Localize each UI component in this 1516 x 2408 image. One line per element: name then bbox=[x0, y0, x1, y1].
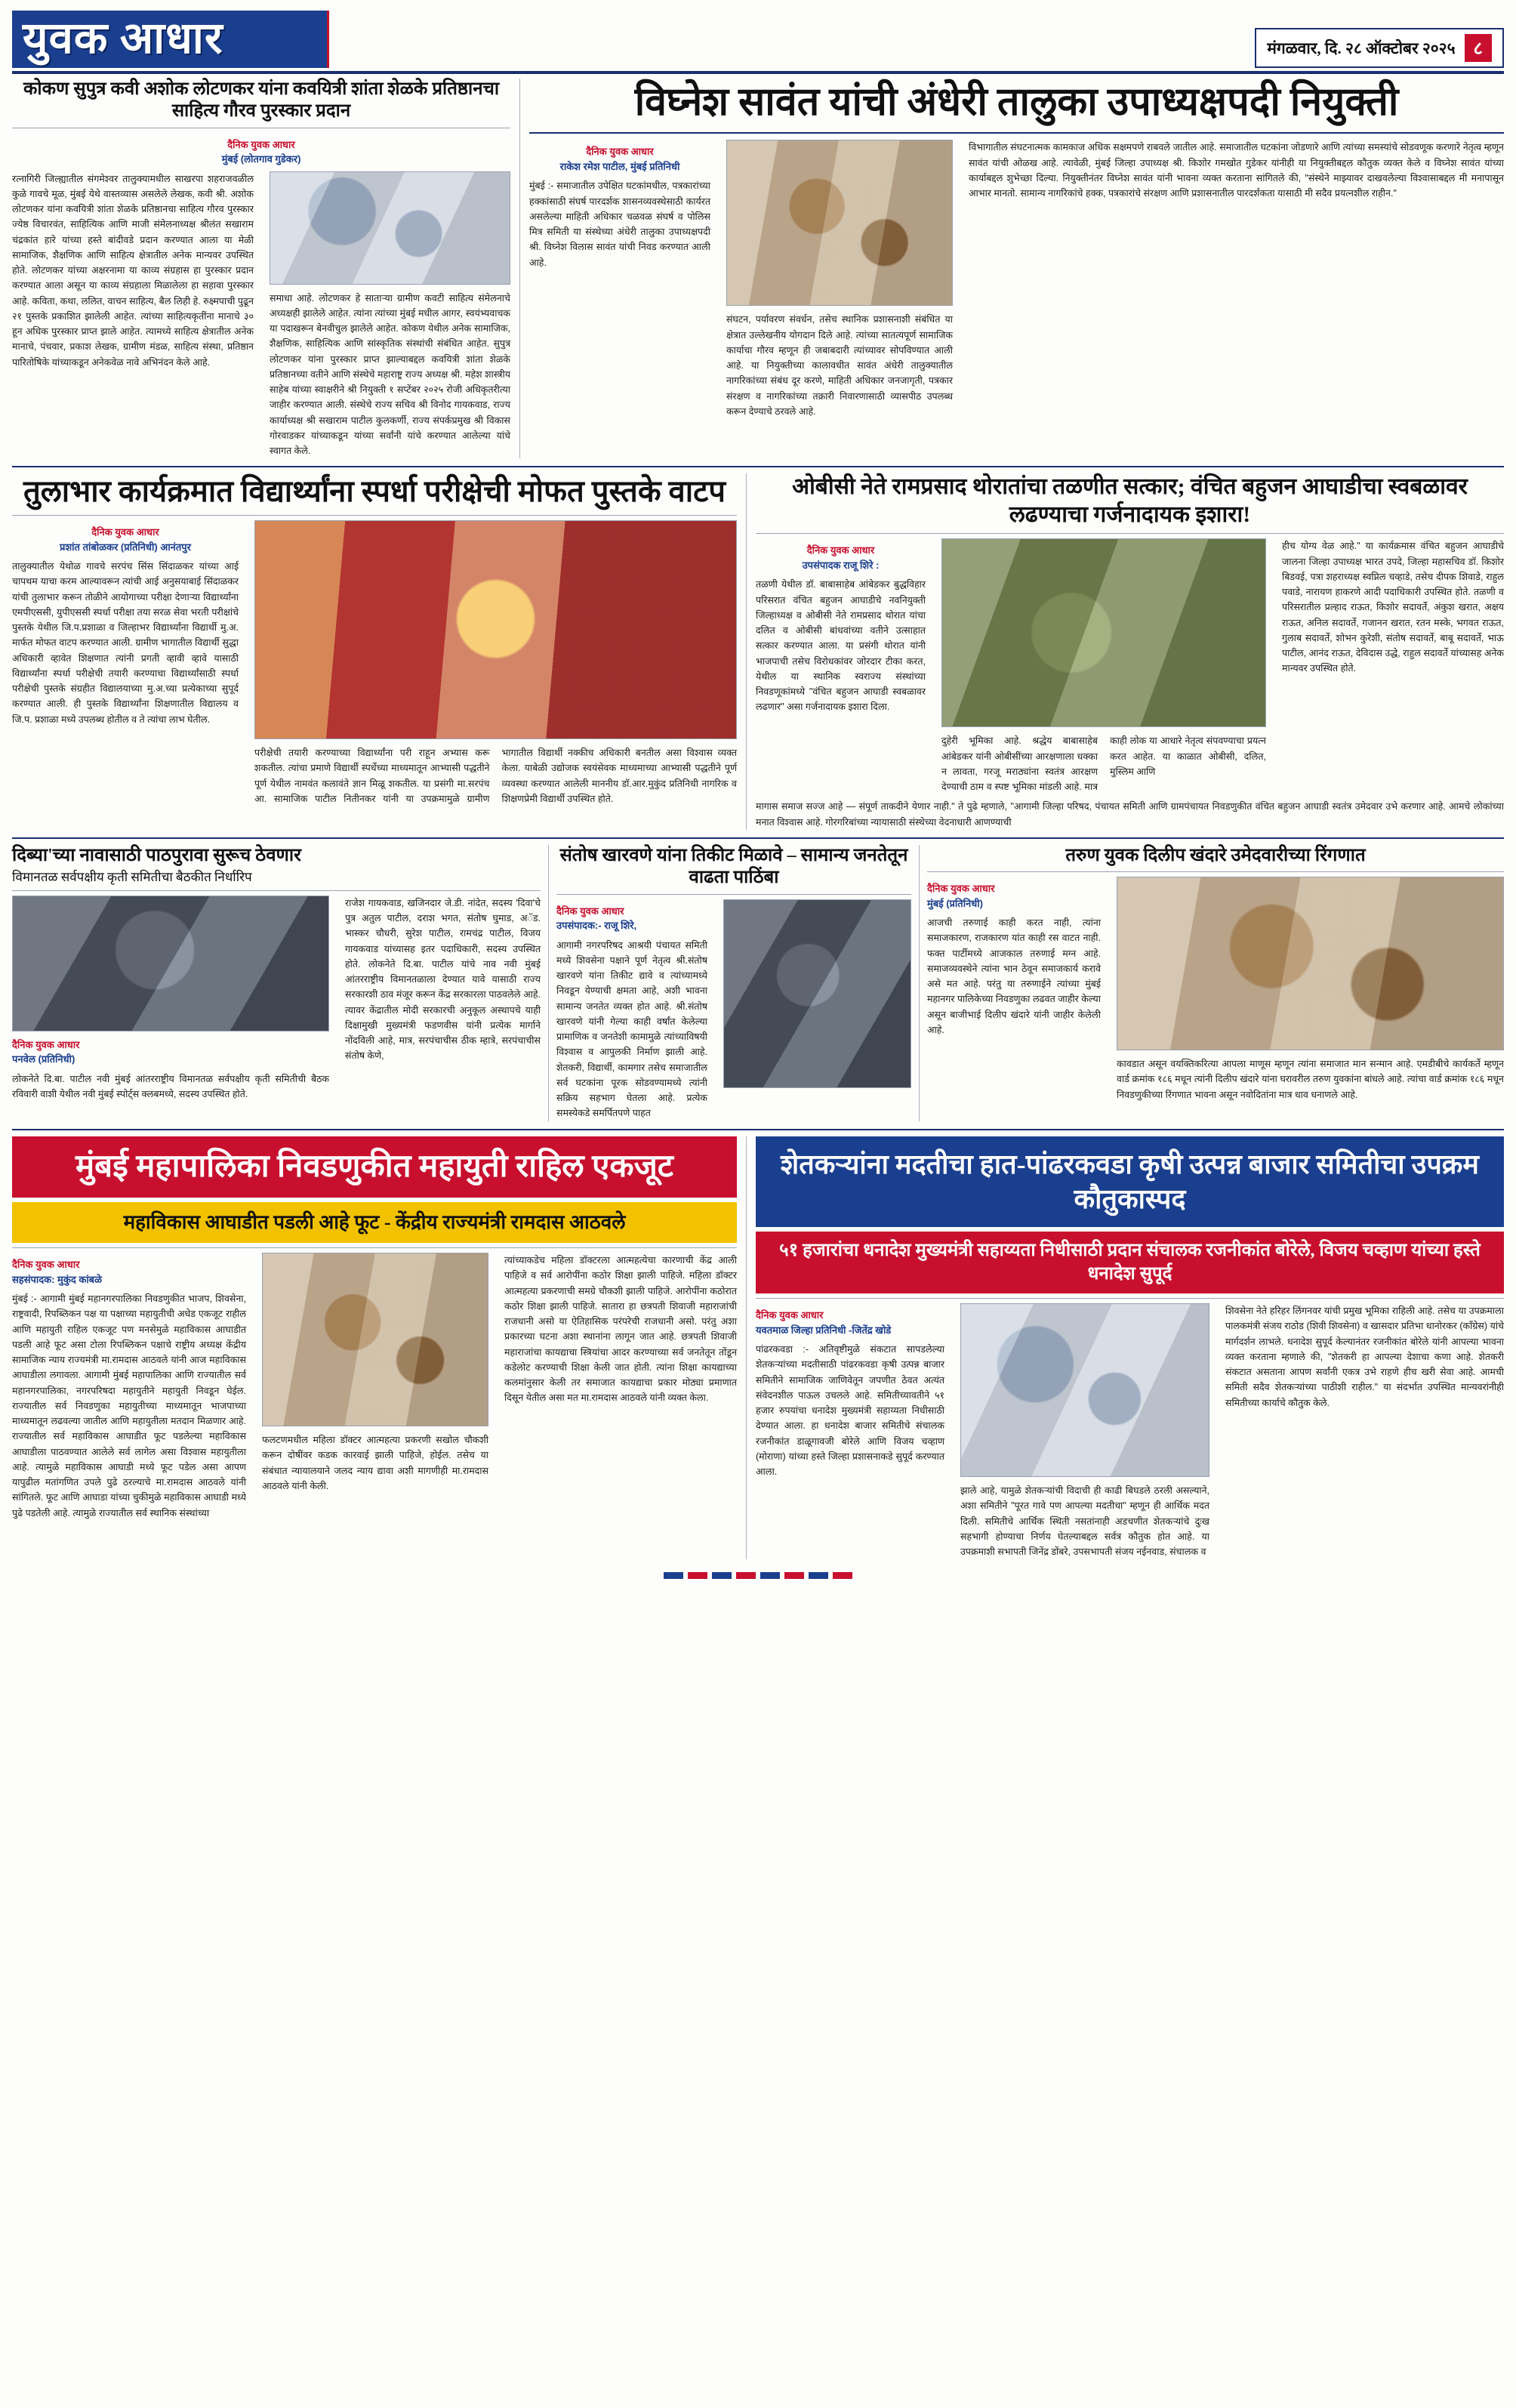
story-headline-khandare: तरुण युवक दिलीप खंदारे उमेदवारीच्या रिंगणात bbox=[1065, 845, 1366, 865]
byline-brand: दैनिक युवक आधार bbox=[556, 905, 624, 917]
cheque-handover-photo bbox=[960, 1303, 1209, 1477]
story-savant bbox=[529, 79, 1504, 458]
byline-block bbox=[756, 1308, 944, 1337]
story-headline-diba: दिब्या'च्या नावासाठी पाठपुरावा सुरूच ठेवणार bbox=[12, 845, 301, 865]
banner-headline-shetkari: शेतकऱ्यांना मदतीचा हात-पांढरकवडा कृषी उत्पन्न बाजार समितीचा उपक्रम कौतुकास्पद bbox=[756, 1136, 1504, 1227]
story-body-col2: दुहेरी भूमिका आहे. श्रद्धेय बाबासाहेब आंबेडकर यांनी ओबीसींच्या आरक्षणाला धक्का न लावता, गरजू मराठ्यांना स्वतंत्र आरक्षण देण्याची ठाम व स्पष्ट भूमिका मांडली आहे. मात्र काही लोक या आधारे नेतृत्व संपवण्याचा प्रयत्न करत आहेत. या काळात ओबीसी, दलित, मुस्लिम आणि bbox=[941, 735, 1266, 793]
byline-brand: दैनिक युवक आधार bbox=[756, 1309, 824, 1321]
story-body-col3: शिवसेना नेते हरिहर लिंगनवर यांची प्रमुख भूमिका राहिली आहे. तसेच या उपक्रमाला पालकमंत्री संजय राठोड (शिवी शिवसेना) व खासदार प्रतिभा धानोरकर (काँग्रेस) यांचे मार्गदर्शन लाभले. धनादेश सुपूर्द केल्यानंतर रजनीकांत बोरेले यांनी आपल्या भावना व्यक्त करताना म्हणाले की, "शेतकरी हा आपल्या देशाचा कणा आहे. शेतकरी संकटात असताना आपण सर्वांनी एकत्र उभे राहणे हीच खरी सेवा आहे. आमची समिती सदैव शेतकऱ्यांच्या पाठीशी राहील." या संदर्भात उपस्थित मान्यवरांनीही समितीच्या कार्याचे कौतुक केले. bbox=[1225, 1306, 1504, 1408]
story-body-col2: परीक्षेची तयारी करण्याच्या विद्यार्थ्यांना परी राहून अभ्यास करू शकतील. त्यांचा प्रमाणे विद्यार्थी स्पर्धेच्या माध्यमातून आभ्यासी पद्धतीने पूर्ण येथील नामवंत कलावंते ज्ञान मिळू शकतील. या प्रसंगी मा.सरपंच आ. सामाजिक पाटील नितीनकर यांनी या उपक्रमामुळे ग्रामीण भागातील विद्यार्थी नक्कीच अधिकारी बनतील असा विश्वास व्यक्त केला. याबेळी उद्योजक स्वयंसेवक माध्यमाच्या आभ्यासी पद्धतीने पूर्ण व्यवस्था करण्यात आलेली माननीय डॉ.आर.मुकुंद प्रतिनिधी नागरिक व शिक्षणप्रेमी विद्यार्थी उपस्थित होते. bbox=[254, 748, 737, 804]
story-shetkari-col1 bbox=[756, 1303, 944, 1479]
story-body-col2: त्यांच्याकडेच महिला डॉक्टरला आत्महत्येचा कारणाची केंद्र आली पाहिजे व सर्व आरोपींना कठोर शिक्षा झाली पाहिजे. महिला डॉक्टर आत्महत्या प्रकरणाची समग्रे चौकशी झाली पाहिजे. आरोपींना कठोरात कठोर शिक्षा झाली पाहिजे. सातारा हा छत्रपती शिवाजी महाराजांची राजधानी असो या ऐतिहासिक परंपरेची राजधानी असो. परंतु अशा प्रकारच्या घटना अशा स्थानांना लागून जात आहे. छत्रपती शिवाजी महाराजांचा कायद्याचा स्त्रियांचा आदर करण्याच्या सर्व जनतेतून तोंडून कडेलोट करण्याची शिक्षा केली जात होती. त्यांना शिक्षा कायद्याच्या कलमांनुसार केली तर समाजात कायद्याचा प्रकार मोठ्या प्रमाणात दिसून येतील असा मत मा.रामदास आठवले यांनी व्यक्त केला. bbox=[504, 1255, 737, 1404]
story-body-col2: झाले आहे, यामुळे शेतकऱ्यांची विदाची ही काढी बिघडले ठरली असल्याने, अशा समितीने "पूरत गावे पण आपल्या मदतीचा" म्हणून ही आर्थिक मदत दिली. समितीचे आर्थिक स्थिती नसतांनाही अडचणीत शेतकऱ्यांचे दुःख सहभागी होण्याचा निर्णय घेतल्याबद्दल सर्वत्र कौतुक होत आहे. या उपक्रमाशी सभापती जिनेंद्र डोंबरे, उपसभापती संजय नईनवाड, संचालक व bbox=[960, 1485, 1209, 1558]
story-shetkari-photo-col bbox=[960, 1303, 1209, 1559]
felicitation-ceremony-photo bbox=[270, 171, 510, 285]
obc-leader-felicitation-photo bbox=[941, 538, 1266, 727]
story-diba-left bbox=[12, 896, 329, 1102]
story-kharvane-photo-col bbox=[723, 899, 911, 1088]
story-tulabhar-col1 bbox=[12, 520, 239, 727]
story-obc-col4 bbox=[1282, 538, 1504, 676]
story-body-col2: कावडात असून वयक्तिकरित्या आपला माणूस म्हणून त्यांना समाजात मान सन्मान आहे. एमडीबीचे कार्यकर्ते म्हणून वार्ड क्रमांक १८६ मधून त्यांनी दिलीप खंदारे यांना घरावरील तरुण युवकांना बांधले आहे. त्यांचा वार्ड क्रमांक १८६ मधून निवडणुकीच्या रिंगणात भावना असून नवोदितांना मात्र धाव धनाणले आहे. bbox=[1117, 1059, 1504, 1100]
story-khandare bbox=[927, 845, 1504, 1121]
story-body-col1: मुंबई :- समाजातील उपेक्षित घटकांमधील, पत्रकारांच्या हक्कांसाठी संघर्ष पारदर्शक शासनव्यवस्थेसाठी कार्यरत असलेल्या माहिती अधिकार चळवळ संघर्ष व पोलिस मित्र समिती या संस्थेच्या अंधेरी तालुका उपाध्यक्षपदी श्री. विघ्नेश विलास सावंत यांची निवड करण्यात आली आहे. bbox=[529, 180, 710, 268]
subbanner-mahayuti: महाविकास आघाडीत पडली आहे फूट - केंद्रीय राज्यमंत्री रामदास आठवले bbox=[12, 1202, 737, 1243]
story-mahayuti-col2 bbox=[504, 1253, 737, 1406]
story-body-col3: विभागातील संघटनात्मक कामकाज अधिक सक्षमपणे राबवले जातील आहे. समाजातील घटकांना जोडणारे आणि त्यांच्या समस्यांचे सोडवणूक करणारे नेतृत्व म्हणून सावंत यांची ओळख आहे. त्यावेळी, मुंबई जिल्हा उपाध्यक्ष श्री. किशोर गमखोत गुडेकर यांनीही या नियुक्तीबद्दल कौतुक व्यक्त केले व विघ्नेश सावंत यांच्या कार्याबद्दल शुभेच्छा दिल्या. नियुक्तीनंतर विघ्नेश सावंत यांनी भावना व्यक्त करताना सांगितले की, "संस्थेने माझ्यावर दाखवलेल्या विश्वासाबद्दल मी मनापासून आभार मानतो. सामान्य नागरिकांचे हक्क, पत्रकारांचे संरक्षण आणि प्रशासनातील पारदर्शकता यासाठी मी सदैव प्रयत्नशील राहीन." bbox=[969, 142, 1504, 199]
story-tulabhar-photo-col bbox=[254, 520, 737, 806]
section-headline-tulabhar: तुलाभार कार्यक्रमात विद्यार्थ्यांना स्पर्धा परीक्षेची मोफत पुस्तके वाटप bbox=[23, 474, 726, 509]
story-mahayuti-col1 bbox=[12, 1253, 246, 1521]
newspaper-logo bbox=[12, 11, 329, 68]
byline-brand: दैनिक युवक आधार bbox=[227, 138, 295, 150]
date-strip bbox=[1255, 28, 1504, 68]
story-body-col1: तळणी येथील डॉ. बाबासाहेब आंबेडकर बुद्धविहार परिसरात वंचित बहुजन आघाडीचे नवनियुक्ती जिल्हाध्यक्ष व ओबीसी नेते रामप्रसाद थोरात यांचा दलित व ओबीसी बांधवांच्या वतीने उत्साहात सत्कार करण्यात आला. या प्रसंगी थोरात यांनी भाजपाची तसेच विरोधकांवर जोरदार टीका करत, येथील या स्थानिक स्वराज्य संस्थांच्या निवडणूकांमध्ये "वंचित बहुजन आघाडी स्वबळावर लढणार" असा गर्जनादायक इशारा दिला. bbox=[756, 579, 926, 713]
lead-headline: विघ्नेश सावंत यांची अंधेरी तालुका उपाध्यक्षपदी नियुक्ती bbox=[634, 81, 1399, 124]
story-body-col4: हीच योग्य वेळ आहे." या कार्यक्रमास वंचित बहुजन आघाडीचे जालना जिल्हा उपाध्यक्ष भारत उपदे, जिल्हा महासचिव डॉ. किशोर बिडवई, पत्रा शहराध्यक्ष स्वप्निल चव्हाडे, तसेच दीपक शिवाडे, राहुल पवाडे, नारायण हाकरणे आदी पदाधिकारी उपस्थित होते. तळणी व परिसरातील प्रल्हाद राऊत, किशोर सदावर्ते, अंकुश खरात, अक्षय राऊत, अनिल सदावर्ते, गजानन खरात, रतन मस्के, भगवत राऊत, गुलाब सदावर्ते, शोभन कुरेशी, संतोष सदावर्ते, बाबू सदावर्ते, भाऊ पाटील, आनंद राऊत, देविदास उद्धे, राहुल सदावर्ते यांच्यासह अनेक मान्यवर उपस्थित होते. bbox=[1282, 541, 1504, 674]
story-obc-photo-col bbox=[941, 538, 1266, 794]
story-body-col1: मुंबई :- आगामी मुंबई महानगरपालिका निवडणुकीत भाजप, शिवसेना, राष्ट्रवादी, रिपब्लिकन पक्ष या पक्षाच्या महायुतीची अधेड एकजूट राहील आणि महायुती राहिल एकजूट पण मनसेमुळे महाविकास आघाडीत पडली आहे फूट असा टोला रिपब्लिकन पक्षाचे राष्ट्रीय अध्यक्ष केंद्रीय सामाजिक न्याय राज्यमंत्री मा.रामदास आठवले यांनी आज महाविकास आघाडीला लगावला. आगामी मुंबई महापालिका आणि राज्यातील सर्व महानगरपालिका, नगरपरिषदा महायुतीने महायुती निवडून घेईल. राज्यातील सर्व निवडणुका महायुतीच्या माध्यमातून भाजपाच्या माध्यमातून लढवल्या जातील आणि महायुतीला मतदान मिळणार आहे. राज्यातील सर्व महाविकास आघाडीत फूट पडलेल्या महाविकास आघाडीला पाठवण्यात आलेले सर्व लागेल असा विश्वास महायुतीला आहे. त्यामुळे महाविकास आघाडी मध्ये फूट पडेल असा आपण यापुढील मतांगणित उपले पुढे ठरल्याचे मा.रामदास आठवले यांनी सांगितले. फूट आणि आघाडा यांच्या चुकीमुळे महाविकास आघाडी मध्ये पुढे पडतेली आहे. त्यामुळे राज्यातील सर्व स्थानिक संस्थांच्या bbox=[12, 1293, 246, 1518]
byline-brand: दैनिक युवक आधार bbox=[91, 526, 159, 538]
byline-block bbox=[12, 137, 510, 167]
committee-meeting-photo bbox=[12, 896, 329, 1031]
story-khandare-col1 bbox=[927, 877, 1101, 1038]
byline-block bbox=[927, 881, 1101, 911]
ramdas-athawale-portrait-photo bbox=[262, 1253, 488, 1426]
award-presentation-photo bbox=[726, 140, 953, 306]
story-headline-kharvane: संतोष खारवणे यांना तिकीट मिळावे – सामान्य जनतेतून वाढता पाठिंबा bbox=[559, 845, 908, 888]
story-diba-right bbox=[345, 896, 541, 1064]
byline-brand: दैनिक युवक आधार bbox=[806, 544, 875, 557]
story-body-col1: पांढरकवडा :- अतिवृष्टीमुळे संकटात सापडलेल्या शेतकऱ्यांच्या मदतीसाठी पांढरकवडा कृषी उत्पन्न बाजार समितीने सामाजिक जाणिवेतून जपणीत ठेवत अत्यंत संवेदनशील पाऊल उचलले आहे. समितीच्यावतीने ५१ हजार रुपयांचा धनादेश मुख्यमंत्री सहाय्यता निधीसाठी देण्यात आला. हा धनादेश बाजार समितीचे संचालक रजनीकांत डाळूगावजी बोरेले आणि विजय चव्हाण (मोराणा) यांच्या हस्ते जिल्हा प्रशासनाकडे सुपूर्द करण्यात आला. bbox=[756, 1344, 944, 1478]
middle-section bbox=[12, 473, 1504, 830]
byline-reporter: पनवेल (प्रतिनिधी) bbox=[12, 1053, 75, 1065]
story-lotankar-col1 bbox=[12, 171, 254, 370]
bottom-section bbox=[12, 1136, 1504, 1560]
top-section bbox=[12, 79, 1504, 458]
story-body-col1: आजची तरुणाई काही करत नाही, त्यांना समाजकारण, राजकारण यांत काही रस वाटत नाही. फक्त पार्टीमध्ये आजकाल तरुणाई मग्न आहे. समाजव्यवस्थेने त्यांना भान ठेवून समाजकार्य करावे असे मत आहे. परंतु या तरुणाईने त्यांच्या मुंबई महानगर पालिकेच्या निवडणुका लढवत जाहीर केल्या असून बाजीभाई दिलीप खंदारे यांनी जाहीर केलेली आहे. bbox=[927, 917, 1101, 1035]
story-body-col1: आगामी नगरपरिषद आश्रयी पंचायत समिती मध्ये शिवसेना पक्षाने पूर्ण नेतृत्व श्री.संतोष खारवणे यांना तिकीट द्यावे व त्यांच्यामध्ये निवडून येण्याची क्षमता आहे, अशी भावना सामान्य जनतेत व्यक्त होत आहे. श्री.संतोष खारवणे यांनी गेल्या काही वर्षांत केलेल्या प्रामाणिक व जनतेशी कामामुळे त्यांच्याविषयी विश्वास व आपुलकी निर्माण झाली आहे. शेतकरी, विद्यार्थी, कामगार तसेच समाजातील सर्व घटकांना पूरक सोडवण्यामध्ये त्यांनी सक्रिय सहभाग घेतला आहे. प्रत्येक समस्येकडे समर्पितपणे पाहत bbox=[556, 939, 707, 1119]
banner-headline-mahayuti: मुंबई महापालिका निवडणुकीत महायुती राहिल एकजूट bbox=[12, 1136, 737, 1198]
story-body-col3: मागास समाज सज्ज आहे — संपूर्ण ताकदीने येणार नाही." ते पुढे म्हणाले, "आगामी जिल्हा परिषद, पंचायत समिती आणि ग्रामपंचायत निवडणुकीत वंचित बहुजन आघाडी स्वतंत्र उमेदवार उभे करणार आहे. आमचे लोकांच्या मनात विश्वास आहे. गोरगरिबांच्या न्यायासाठी संस्थेच्या वेदनाधारी आणण्याची bbox=[756, 801, 1504, 828]
story-subhead-diba: विमानतळ सर्वपक्षीय कृती समितीचा बैठकीत निर्धारिप bbox=[12, 870, 252, 885]
byline-reporter: उपसंपादक:- राजू शिरे, bbox=[556, 920, 637, 931]
byline-reporter: सहसंपादक: मुकुंद कांबळे bbox=[12, 1273, 102, 1285]
byline-reporter: मुंबई (लोतगाव गुडेकर) bbox=[221, 153, 301, 165]
candidate-portrait-photo bbox=[723, 899, 911, 1088]
masthead-spacer bbox=[329, 11, 1255, 68]
story-lotankar-col2 bbox=[270, 171, 510, 459]
masthead bbox=[12, 11, 1504, 74]
story-body-col2: संघटन, पर्यावरण संवर्धन, तसेच स्थानिक प्रशासनाशी संबंधित या क्षेत्रात उल्लेखनीय योगदान दिले आहे. त्यांच्या सातत्यपूर्ण सामाजिक कार्याचा गौरव म्हणून ही जबाबदारी त्यांच्यावर सोपविण्यात आली आहे. या नियुक्तीच्या कालावधीत सावंत अंधेरी तालुक्यातील नागरिकांच्या संबंध दूर करणे, माहिती अधिकार जनजागृती, पत्रकार संरक्षण व नागरिकांच्या तक्रारी निवारणासाठी व्यासपीठ उपलब्ध करून देण्याचे ठरवले आहे. bbox=[726, 314, 953, 417]
story-shetkari-col3 bbox=[1225, 1303, 1504, 1411]
tulabhar-program-photo bbox=[254, 520, 737, 739]
story-body-1: रत्नागिरी जिल्ह्यातील संगमेश्वर तालुक्यामधील साखरपा शहराजवळील कुळे गावचे मूळ, मुंबई येथे वास्तव्यास असलेले लेखक, कवी श्री. अशोक लोटणकर यांना कवयित्री शांता शेळके प्रतिष्ठानचा साहित्य गौरव पुरस्कार ज्येष्ठ विचारवंत, साहित्यिक आणि माजी संमेलनाध्यक्ष श्रीलंत सखाराम चंद्रकांत हारे यांच्या हस्ते बांदीवडे प्रदान करण्यात आला या मेळी सामाजिक, शैक्षणिक आणि साहित्य क्षेत्रातील अनेक मान्यवर उपस्थित होते. लोटणकर यांच्या अक्षरनामा या काव्य संग्रहास हा पुरस्कार प्रदान करण्यात आला असून या काव्य संग्रहाला मिळालेला हा सहावा पुरस्कार आहे. कविता, कथा, ललित, वाचन साहित्य, बैल लिही हे. रुक्ष्मपाची पुढून २१ पुस्तके प्रकाशित झालेली आहेत. त्यांच्या साहित्यकृतींना मानाचे ३० हून अधिक पुरस्कार प्राप्त झाले आहेत. त्यामध्ये साहित्य क्षेत्रातील अनेक मानाचे, पंचवार, प्रकाश लेखक, ग्रामीण मंडळ, साहित्य संस्था, प्रतिष्ठान पारितोषिके यांच्याकडून अनेकवेळ नावे अभिनंदन केले आहे. bbox=[12, 173, 254, 368]
story-lotankar bbox=[12, 79, 510, 458]
story-body-col1: तालुक्यातील येथोळ गावचे सरपंच सिंस सिंदाळकर यांच्या आई चापथम याचा करम आल्यावरून त्यांची आई अनुसयाबाई सिंदाळकर यांची तुलाभार करून तोळीने आयोगाच्या परीक्षा देणाऱ्या विद्यार्थ्यांना एमपीएससी, युपीएससी स्पर्धा परीक्षा तया सरळ सेवा भरती परीक्षांचे पुस्तके येथील जि.प.प्रशाळा व जिल्हाभर विद्यार्थ्यांना विद्यार्थी मु.अ. मार्फत मोफत वाटप करण्यात आली. ग्रामीण भागातील विद्यार्थी सुद्धा अधिकारी व्हावेत शिक्षणात त्यांनी प्रगती व्हावी व्हावे यासाठी विद्यार्थ्यांना स्पर्धा परीक्षेची तयारी करण्याचा विद्यार्थ्यांसाठी स्पर्धा परीक्षेची पुस्तके संग्रहीत विद्यालयाच्या मु.अ.च्या प्रत्येकाच्या सुपूर्द करण्यात आली. ही पुस्तके विद्यार्थ्यांना शिक्षणातील विद्यालय व जि.प. प्रशाळा मध्ये उपलब्ध होतील व ते त्यांचा लाभ घेतील. bbox=[12, 561, 239, 725]
byline-block bbox=[556, 904, 707, 933]
byline-brand: दैनिक युवक आधार bbox=[927, 883, 995, 895]
byline-reporter: यवतमाळ जिल्हा प्रतिनिधी -जितेंद्र खोडे bbox=[756, 1324, 892, 1336]
byline-block bbox=[529, 144, 710, 174]
byline-block bbox=[12, 1257, 246, 1287]
byline-brand: दैनिक युवक आधार bbox=[586, 146, 654, 158]
issue-date: मंगळवार, दि. २८ ऑक्टोबर २०२५ bbox=[1267, 39, 1456, 57]
story-body-col2: राजेश गायकवाड, खजिनदार जे.डी. नांदेत, सदस्य 'दिवा'चे पुत्र अतुल पाटील, दराश भगत, संतोष घुमाड, अॅड. भास्कर चौधरी, सुरेश पाटील, रामचंद्र पाटील, विजय गायकवाड यांच्यासह इतर पदाधिकारी, सदस्य उपस्थित होते. लोकनेते दि.बा. पाटील यांचे नाव नवी मुंबई आंतरराष्ट्रीय विमानतळाला देण्यात यावे यासाठी राज्य सरकारशी ठाव मंजूर करून केंद्र सरकारला पाठवलेले आहे. त्यावर केंद्रातील मोदी सरकारची अनुकूल अस्थापचे याही दिक्षामुखी मुख्यमंत्री फडणवीस यांनी प्रत्येक मार्गाने नोंदविली आहे, मात्र, सरपंचाचीस ठीक म्हात्रे, सरपंचाचीस संतोष केणे, bbox=[345, 897, 541, 1062]
byline-reporter: राकेश रमेश पाटील, मुंबई प्रतिनिधी bbox=[559, 160, 680, 172]
logo-text: युवक आधार bbox=[23, 14, 223, 63]
story-savant-col1 bbox=[529, 140, 710, 270]
byline-reporter: मुंबई (प्रतिनिधी) bbox=[927, 897, 983, 909]
story-body-col1: लोकनेते दि.बा. पाटील नवी मुंबई आंतरराष्ट्रीय विमानतळ सर्वपक्षीय कृती समितीची बैठक रविवारी वाशी येथील नवी मुंबई स्पोर्ट्स क्लबमध्ये, सदस्य उपस्थित होते. bbox=[12, 1073, 329, 1100]
story-mahayuti bbox=[12, 1136, 737, 1560]
story-obc-col1 bbox=[756, 538, 926, 714]
story-body-col3: फलटणमधील महिला डॉक्टर आत्महत्या प्रकरणी सखोल चौकशी करून दोषींवर कडक कारवाई झाली पाहिजे, होईल. तसेच या संबंधात न्यायालयाने जलद न्याय द्यावा अशी मागणीही मा.रामदास आठवले यांनी केली. bbox=[262, 1435, 488, 1491]
byline-brand: दैनिक युवक आधार bbox=[12, 1259, 80, 1271]
story-tulabhar bbox=[12, 473, 737, 830]
story-kharvane bbox=[556, 845, 911, 1121]
story-mahayuti-photo-col bbox=[262, 1253, 488, 1494]
byline-reporter: उपसंपादक राजू शिरे : bbox=[802, 559, 880, 571]
story-kharvane-col1 bbox=[556, 899, 707, 1121]
page-number: ८ bbox=[1465, 34, 1492, 62]
byline-reporter: प्रशांत तांबोळकर (प्रतिनिधी) आनंतपुर bbox=[60, 541, 191, 553]
story-obc bbox=[756, 473, 1504, 830]
page-title: कोकण सुपुत्र कवी अशोक लोटणकर यांना कवयित्री शांता शेळके प्रतिष्ठानचा साहित्य गौरव पुरस्कार प्रदान bbox=[23, 79, 500, 122]
story-savant-photo-col bbox=[726, 140, 953, 419]
story-savant-col3 bbox=[969, 140, 1504, 201]
byline-block bbox=[12, 1038, 329, 1067]
young-candidate-portrait-photo bbox=[1117, 877, 1504, 1050]
byline-block bbox=[756, 543, 926, 572]
story-khandare-col2 bbox=[1117, 877, 1504, 1102]
subbanner-shetkari: ५१ हजारांचा धनादेश मुख्यमंत्री सहाय्यता निधीसाठी प्रदान संचालक रजनीकांत बोरेले, विजय चव्हाण यांच्या हस्ते धनादेश सुपूर्द bbox=[756, 1232, 1504, 1293]
story-shetkari bbox=[756, 1136, 1504, 1560]
story-diba bbox=[12, 845, 541, 1121]
byline-block bbox=[12, 525, 239, 554]
story-body-2: समाधा आहे. लोटणकर हे साताऱ्या ग्रामीण कवटी साहित्य संमेलनाचे अध्यक्षही झालेले आहेत. त्यांना त्यांच्या मुंबई मधील आगर, स्वयंभ्यवाचक या पदाखरून बेनवीचुल झालेले आहेत. कोकण येथील अनेक सामाजिक, शैक्षणिक, साहित्यिक आणि सांस्कृतिक संस्थांची संबंधित आहेत. सुपुत्र लोटणकर यांना पुरस्कार प्राप्त झाल्याबद्दल कवयित्री शांता शेळके प्रतिष्ठानच्या वतीने आणि संस्थेचे महाराष्ट्र राज्य अध्यक्ष श्री. महेश शास्त्रीय साहेब यांच्या स्वाक्षरीने श्री नियुक्ती १ सप्टेंबर २०२५ रोजी अधिकृतरीत्या जाहीर करण्यात आली. संस्थेचे राज्य सचिव श्री विनोद गायकवाड, राज्य कार्याध्यक्ष श्री सखाराम पाटील कुलकर्णी, राज्य संपर्कप्रमुख श्री विकास गोरवाडकर यांच्याकडून यांच्या सर्वांनी यांचे करण्यात आलेल्या यांचे स्वागत केले. bbox=[270, 292, 510, 457]
row3-section bbox=[12, 845, 1504, 1121]
byline-brand: दैनिक युवक आधार bbox=[12, 1038, 80, 1050]
footer-color-bar bbox=[12, 1570, 1504, 1580]
section-headline-obc: ओबीसी नेते रामप्रसाद थोरातांचा तळणीत सत्कार; वंचित बहुजन आघाडीचा स्वबळावर लढण्याचा गर्जनादायक इशारा! bbox=[792, 474, 1468, 527]
